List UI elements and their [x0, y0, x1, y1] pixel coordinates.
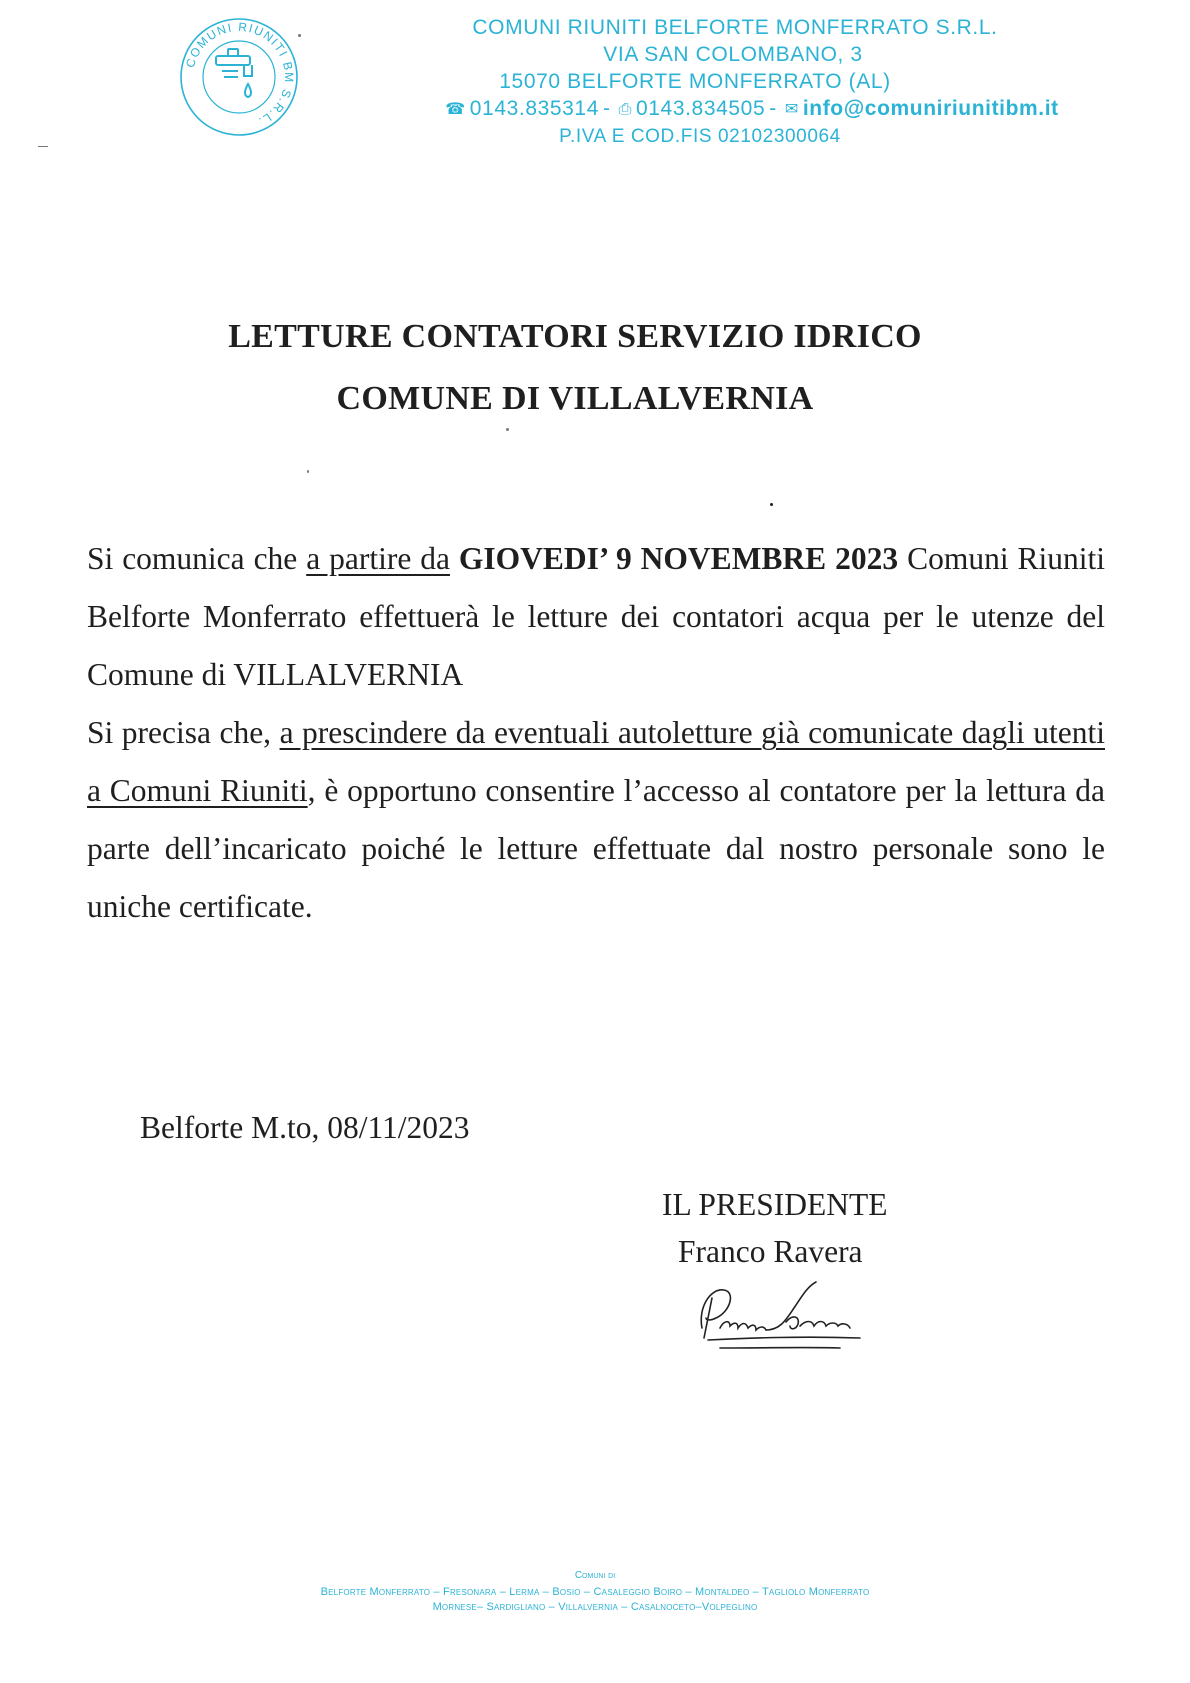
- separator: -: [603, 97, 611, 120]
- phone-icon: ☎: [445, 101, 466, 118]
- fax-icon: ⎙: [618, 101, 632, 118]
- signer-name: Franco Ravera: [678, 1234, 863, 1269]
- company-city: 15070 BELFORTE MONFERRATO (AL): [499, 70, 891, 93]
- paragraph-text: Comuni Riuniti Belforte Monferrato effettuerà le letture dei contatori acqua per le utenze del Comune di VILLALVERNIA: [87, 541, 1106, 692]
- company-vat: P.IVA E COD.FIS 02102300064: [559, 126, 841, 147]
- paragraph-text: Si precisa che,: [87, 715, 280, 750]
- notice-body: [87, 530, 1105, 936]
- reading-start-date: GIOVEDI’ 9 NOVEMBRE 2023: [458, 541, 899, 576]
- company-fax: 0143.834505: [636, 97, 766, 120]
- underlined-text: a partire da: [306, 541, 450, 576]
- notice-paragraph-2: [87, 704, 1105, 936]
- paragraph-text: Si comunica che: [87, 541, 307, 576]
- svg-text:COMUNI RIUNITI BM S.R.L.: COMUNI RIUNITI BM S.R.L.: [183, 19, 297, 130]
- company-contacts: [320, 95, 1140, 123]
- company-header: [320, 14, 1140, 150]
- notice-paragraph-1: [87, 530, 1105, 704]
- separator: -: [769, 97, 777, 120]
- company-name: COMUNI RIUNITI BELFORTE MONFERRATO S.R.L.: [472, 16, 998, 39]
- company-phone: 0143.835314: [469, 97, 599, 120]
- footer-municipalities-line1: Belforte Monferrato – Fresonara – Lerma – Bosio – Casaleggio Boiro – Montaldeo – Tagliolo Monferrato: [320, 1586, 870, 1598]
- place-date: Belforte M.to, 08/11/2023: [140, 1110, 470, 1145]
- footer-municipalities-line2: Mornese– Sardigliano – Villalvernia – Casalnoceto–Volpeglino: [432, 1601, 758, 1613]
- paragraph-text: , è opportuno consentire l’accesso al contatore per la lettura da parte dell’incaricato poiché le letture effettuate dal nostro personale sono le uniche certificate.: [87, 773, 1106, 924]
- footer-heading: Comuni di: [574, 1570, 616, 1581]
- company-logo: [178, 16, 300, 138]
- signer-role: IL PRESIDENTE: [662, 1187, 888, 1222]
- scan-speck: [38, 146, 48, 147]
- scan-speck: [770, 503, 773, 506]
- handwritten-signature: [690, 1268, 880, 1358]
- company-email[interactable]: info@comuniriunitibm.it: [802, 97, 1059, 120]
- water-tap-icon: [216, 49, 252, 97]
- company-address: VIA SAN COLOMBANO, 3: [603, 43, 863, 66]
- scan-speck: [307, 470, 309, 473]
- document-title-line1: LETTURE CONTATORI SERVIZIO IDRICO: [228, 318, 922, 355]
- email-icon: ✉: [784, 101, 799, 118]
- underlined-text: a prescindere da eventuali autoletture già comunicate dagli utenti a Comuni Riuniti: [87, 715, 1105, 808]
- document-title-line2: COMUNE DI VILLALVERNIA: [336, 380, 814, 417]
- scan-speck: [506, 428, 509, 431]
- scan-speck: [298, 34, 301, 37]
